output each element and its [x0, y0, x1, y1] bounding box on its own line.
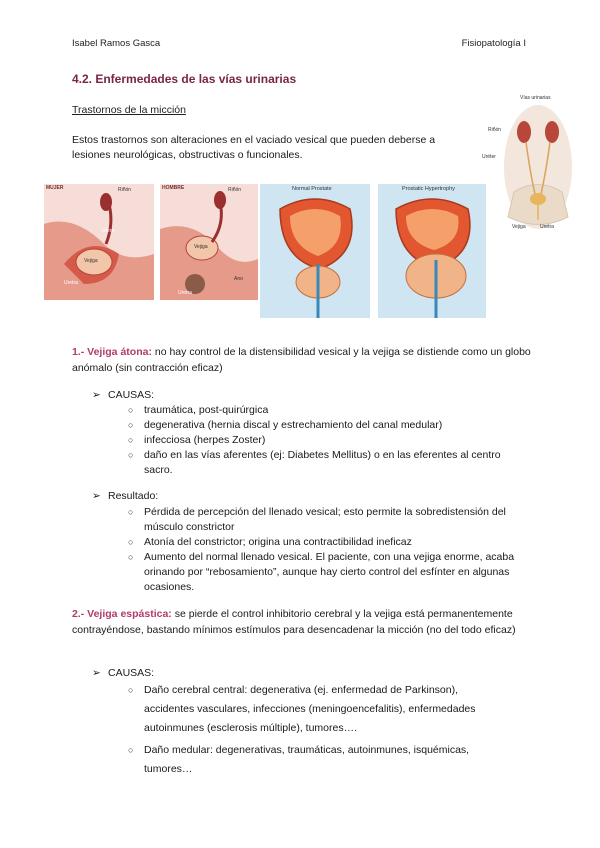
causas-list-2 — [128, 681, 498, 779]
female-label-rinon: Riñón — [118, 187, 132, 193]
resultado-list — [128, 505, 530, 595]
arrow-bullet-icon: ➢ — [92, 667, 101, 679]
male-label-ano: Ano — [234, 276, 243, 282]
male-tag: HOMBRE — [162, 185, 185, 191]
normal-prostate-figure — [260, 184, 370, 318]
male-label-vejiga: Vejiga — [194, 244, 208, 250]
header-subject: Fisiopatología I — [461, 38, 526, 49]
female-tag: MUJER — [46, 185, 64, 191]
vejiga-espastica-desc: se pierde el control inhibitorio cerebral y la vejiga está permanentemente contrayéndose, bastando mínimos estímulos para desencadenar la micción (no del todo eficaz) — [72, 608, 516, 636]
label-ureter: Uréter — [482, 154, 496, 160]
female-anatomy-figure — [44, 184, 154, 300]
list-item: ○ Aumento del normal llenado vesical. El paciente, con una vejiga enorme, acaba orinando por “rebosamiento”, aunque hay cierto control del esfínter en algunas ocasiones. — [128, 550, 530, 595]
list-item: ○ Atonía del constrictor; origina una contractibilidad ineficaz — [128, 535, 530, 550]
arrow-bullet-icon: ➢ — [92, 389, 101, 401]
prostatic-hypertrophy-figure — [378, 184, 486, 318]
label-rinon: Riñón — [488, 127, 502, 133]
resultado-heading: ➢ Resultado: — [92, 490, 159, 502]
section-title: 4.2. Enfermedades de las vías urinarias — [72, 72, 297, 86]
female-label-uretra: Uretra — [64, 280, 78, 286]
arrow-bullet-icon: ➢ — [92, 490, 101, 502]
female-label-utero: Útero — [102, 228, 115, 234]
causas-heading-2: ➢ CAUSAS: — [92, 667, 155, 679]
list-item: ○ Daño medular: degenerativas, traumáticas, autoinmunes, isquémicas, tumores… — [128, 741, 498, 779]
subheading: Trastornos de la micción — [72, 104, 186, 116]
normal-prostate-title: Normal Prostate — [292, 186, 332, 192]
vejiga-atona-term: 1.- Vejiga átona: — [72, 346, 152, 358]
vejiga-espastica-paragraph — [72, 607, 532, 638]
urinary-tract-figure — [478, 92, 582, 234]
list-item: ○ Daño cerebral central: degenerativa (ej. enfermedad de Parkinson), accidentes vasculares, infecciones (meningoencefalitis), enfermedades autoinmunes (esclerosis múltiple), tumores…. — [128, 681, 498, 738]
header-author: Isabel Ramos Gasca — [72, 38, 161, 49]
causas-list-1 — [128, 403, 528, 478]
male-label-rinon: Riñón — [228, 187, 242, 193]
list-item: ○ traumática, post-quirúrgica — [128, 403, 528, 418]
intro-paragraph: Estos trastornos son alteraciones en el vaciado vesical que pueden deberse a lesiones neurológicas, obstructivas o funcionales. — [72, 134, 436, 161]
female-label-vejiga: Vejiga — [84, 258, 98, 264]
vejiga-atona-desc: no hay control de la distensibilidad vesical y la vejiga se distiende como un globo anómalo (sin contracción eficaz) — [72, 346, 531, 374]
label-vejiga: Vejiga — [512, 224, 526, 230]
male-label-uretra: Uretra — [178, 290, 192, 296]
list-item: ○ Pérdida de percepción del llenado vesical; esto permite la sobredistensión del músculo constrictor — [128, 505, 530, 535]
bph-title: Prostatic Hypertrophy — [402, 186, 455, 192]
list-item: ○ daño en las vías aferentes (ej: Diabetes Mellitus) o en las eferentes al centro sacro. — [128, 448, 528, 478]
male-anatomy-figure — [160, 184, 258, 300]
vejiga-atona-paragraph — [72, 345, 532, 376]
vejiga-espastica-term: 2.- Vejiga espástica: — [72, 608, 172, 620]
causas-heading-1: ➢ CAUSAS: — [92, 389, 155, 401]
list-item: ○ degenerativa (hernia discal y estrechamiento del canal medular) — [128, 418, 528, 433]
label-uretra: Uretra — [540, 224, 554, 230]
urinary-figure-title: Vías urinarias — [520, 95, 551, 101]
list-item: ○ infecciosa (herpes Zoster) — [128, 433, 528, 448]
